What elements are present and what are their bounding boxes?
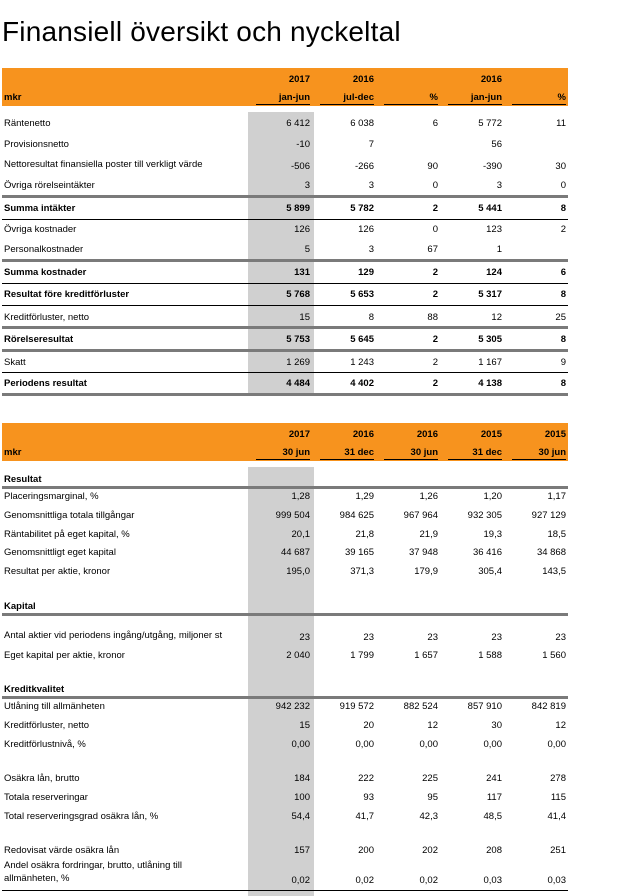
table-row: Andel osäkra fordringar, brutto, utlåning till allmänheten, % 0,02 0,02 0,02 0,03 0,03 [4,860,566,886]
section-heading: Resultat [4,474,42,485]
table-row: Genomsnittligt eget kapital 44 687 39 165 37 948 36 416 34 868 [4,547,566,558]
col-year-2: 2016 [352,74,374,85]
col-period-2: 31 dec [320,447,374,460]
table-row: Nettoresultat finansiella poster till verkligt värde -506 -266 90 -390 30 [4,159,566,172]
page-title: Finansiell översikt och nyckeltal [2,16,401,47]
divider [2,219,568,220]
divider [2,259,568,262]
divider [2,283,568,284]
table-row: Eget kapital per aktie, kronor 2 040 1 799 1 657 1 588 1 560 [4,650,566,661]
table-header [2,423,568,461]
col-period-5: 30 jun [512,447,566,460]
table-row: Osäkra lån, brutto 184 222 225 241 278 [4,773,566,784]
col-year-4: 2015 [480,429,502,440]
table-row: Kreditförluster, netto 15 20 12 30 12 [4,720,566,731]
divider [2,349,568,352]
divider [2,326,568,329]
table-header [2,68,568,106]
table-row: Personalkostnader 5 3 67 1 [4,244,502,255]
table-row: Kreditförlustnivå, % 0,00 0,00 0,00 0,00 0,00 [4,739,566,750]
col-year-1: 2017 [288,74,310,85]
table-row: Övriga kostnader 126 126 0 123 2 [4,224,566,235]
divider [2,305,568,306]
col-period-3: % [384,92,438,105]
col-period-2: jul-dec [320,92,374,105]
divider [2,372,568,373]
divider [2,486,568,489]
divider [2,890,568,891]
col-period-1: jan-jun [256,92,310,105]
table-row: Kreditförluster, netto 15 8 88 12 25 [4,312,566,323]
divider [2,613,568,616]
table-row: Skatt 1 269 1 243 2 1 167 9 [4,357,566,368]
unit-label: mkr [4,92,22,103]
table-row: Periodens resultat 4 484 4 402 2 4 138 8 [4,378,566,389]
table-row: Räntabilitet på eget kapital, % 20,1 21,8 21,9 19,3 18,5 [4,529,566,540]
table-row: Övriga rörelseintäkter 3 3 0 3 0 [4,180,566,191]
key-figures-table [2,423,568,896]
divider [2,696,568,699]
col-year-5: 2015 [544,429,566,440]
table-row: Antal aktier vid periodens ingång/utgång, miljoner st 23 23 23 23 23 [4,630,566,643]
col-period-1: 30 jun [256,447,310,460]
income-table [2,68,568,398]
col-year-4: 2016 [480,74,502,85]
col-year-1: 2017 [288,429,310,440]
section-heading: Kapital [4,601,36,612]
table-row: Totala reserveringar 100 93 95 117 115 [4,792,566,803]
col-year-2: 2016 [352,429,374,440]
divider [2,393,568,396]
table-row: Total reserveringsgrad osäkra lån, % 54,4 41,7 42,3 48,5 41,4 [4,811,566,822]
table-row: Redovisat värde osäkra lån 157 200 202 208 251 [4,845,566,856]
table-row: Summa intäkter 5 899 5 782 2 5 441 8 [4,203,566,214]
col-period-3: 30 jun [384,447,438,460]
col-period-4: jan-jun [448,92,502,105]
table-row: Resultat per aktie, kronor 195,0 371,3 179,9 305,4 143,5 [4,566,566,577]
col-year-3: 2016 [416,429,438,440]
unit-label: mkr [4,447,22,458]
table-row: Resultat före kreditförluster 5 768 5 653 2 5 317 8 [4,289,566,300]
table-row: Genomsnittliga totala tillgångar 999 504 984 625 967 964 932 305 927 129 [4,510,566,521]
col-period-4: 31 dec [448,447,502,460]
divider [2,195,568,198]
table-row: Rörelseresultat 5 753 5 645 2 5 305 8 [4,334,566,345]
table-row: Placeringsmarginal, % 1,28 1,29 1,26 1,20 1,17 [4,491,566,502]
table-row: Räntenetto 6 412 6 038 6 5 772 11 [4,118,566,129]
col-period-5: % [512,92,566,105]
table-row: Utlåning till allmänheten 942 232 919 572 882 524 857 910 842 819 [4,701,566,712]
table-row: Summa kostnader 131 129 2 124 6 [4,267,566,278]
section-heading: Kreditkvalitet [4,684,65,695]
table-row: Provisionsnetto -10 7 56 [4,139,502,150]
